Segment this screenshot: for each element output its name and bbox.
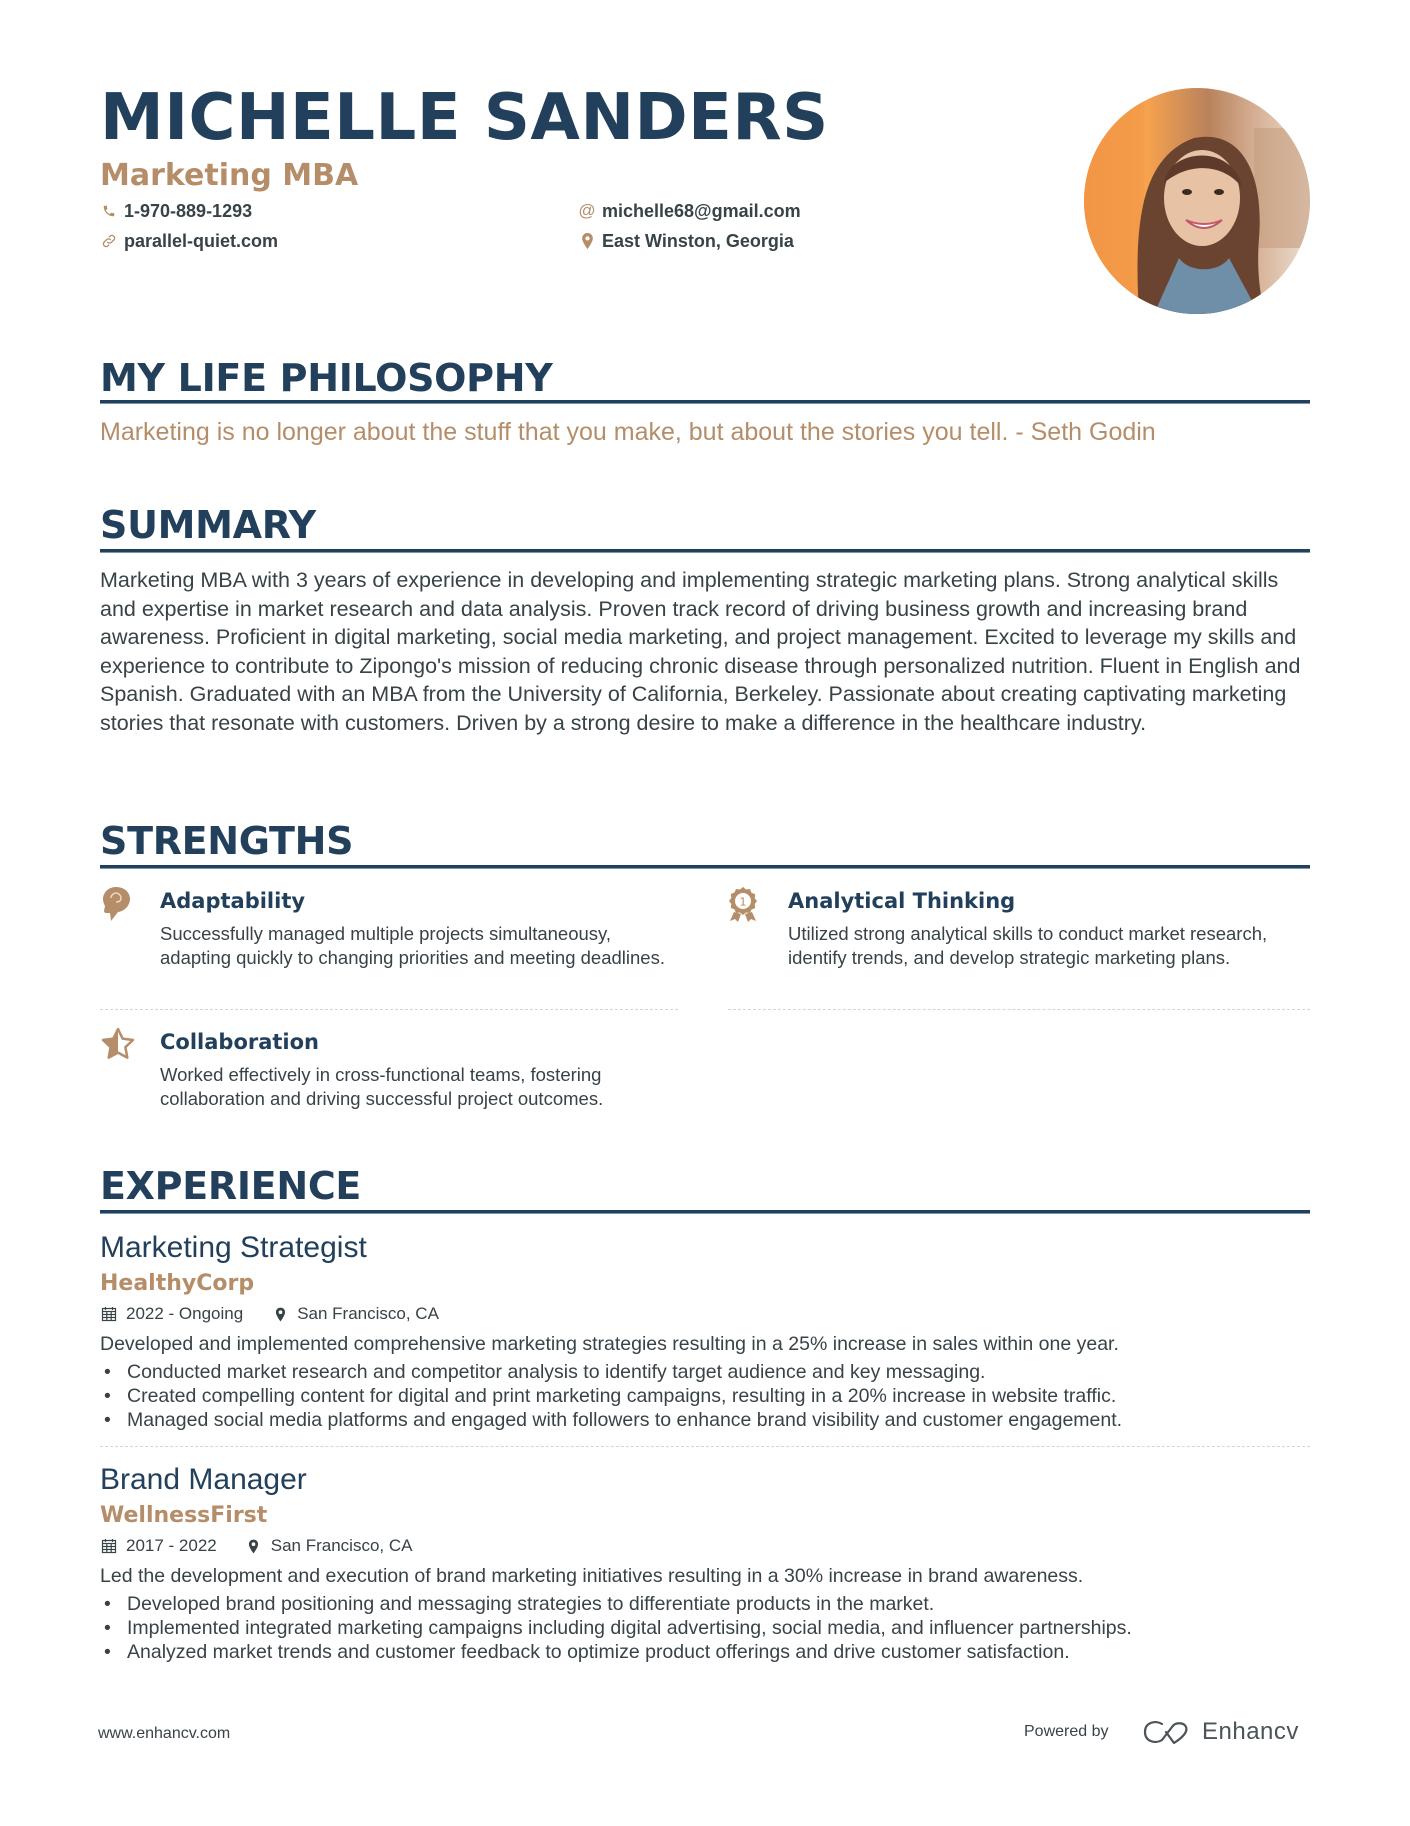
strength-item [100, 1027, 680, 1117]
strength-title: Collaboration [160, 1030, 320, 1054]
section-heading-summary: SUMMARY [100, 503, 316, 547]
enhancv-brand-name: Enhancv [1202, 1718, 1299, 1745]
profile-photo-illustration [1084, 88, 1310, 314]
strength-title: Adaptability [160, 889, 306, 913]
enhancv-logo-icon [1142, 1719, 1190, 1745]
contact-phone [100, 199, 252, 223]
job-description: Led the development and execution of brand marketing initiatives resulting in a 30% increase in brand awareness. [100, 1565, 1084, 1587]
strength-description: Successfully managed multiple projects simultaneousy, adapting quickly to changing priorities and meeting deadlines. [160, 923, 665, 968]
section-heading-experience: EXPERIENCE [100, 1164, 362, 1208]
job-company[interactable]: HealthyCorp [100, 1271, 255, 1296]
location-pin-icon [271, 1305, 289, 1323]
link-icon [100, 232, 118, 250]
candidate-name: MICHELLE SANDERS [100, 81, 829, 155]
head-icon [100, 886, 136, 922]
job-bullet: • Conducted market research and competitor analysis to identify target audience and key messaging. [100, 1360, 1122, 1384]
job-bullet: • Developed brand positioning and messaging strategies to differentiate products in the market. [100, 1592, 1132, 1616]
enhancv-logo[interactable] [1142, 1718, 1299, 1746]
job-role: Marketing Strategist [100, 1231, 367, 1264]
calendar-icon [100, 1305, 118, 1323]
footer-website-link[interactable]: www.enhancv.com [98, 1725, 231, 1742]
job-bullet: • Analyzed market trends and customer feedback to optimize product offerings and drive customer satisfaction. [100, 1640, 1132, 1664]
location-value: East Winston, Georgia [602, 231, 794, 251]
job-meta [100, 1535, 412, 1557]
job-location: San Francisco, CA [270, 1536, 413, 1555]
job-company[interactable]: WellnessFirst [100, 1503, 268, 1528]
section-divider [100, 549, 1310, 553]
job-dates: 2022 - Ongoing [126, 1304, 244, 1323]
svg-text:1: 1 [739, 895, 747, 909]
strength-title: Analytical Thinking [788, 889, 1016, 913]
section-heading-strengths: STRENGTHS [100, 819, 354, 863]
job-bullet: • Managed social media platforms and engaged with followers to enhance brand visibility and customer engagement. [100, 1408, 1122, 1432]
section-divider [100, 400, 1310, 404]
strength-item [100, 886, 680, 996]
strength-description: Utilized strong analytical skills to conduct market research, identify trends, and develop strategic marketing plans. [788, 923, 1268, 968]
location-pin-icon [245, 1537, 263, 1555]
summary-text: Marketing MBA with 3 years of experience in developing and implementing strategic marketing plans. Strong analytical skills and expertise in market research and data analysis. Proven track record of driving business growth and increasing brand awareness. Proficient in digital marketing, social media marketing, and project management. Excited to leverage my skills and experience to contribute to Zipongo's mission of reducing chronic disease through personalized nutrition. Fluent in English and Spanish. Graduated with an MBA from the University of California, Berkeley. Passionate about creating captivating marketing stories that resonate with customers. Driven by a strong desire to make a difference in the healthcare industry. [100, 568, 1301, 735]
phone-icon [100, 202, 118, 220]
award-ribbon-icon [728, 886, 764, 922]
website-value[interactable]: parallel-quiet.com [124, 231, 279, 251]
strength-separator [100, 1009, 678, 1010]
section-divider [100, 865, 1310, 869]
calendar-icon [100, 1537, 118, 1555]
footer-powered-by: Powered by [1024, 1723, 1109, 1740]
job-separator [100, 1446, 1310, 1447]
job-bullets [100, 1592, 1132, 1664]
email-value[interactable]: michelle68@gmail.com [602, 201, 801, 221]
philosophy-quote: Marketing is no longer about the stuff that you make, but about the stories you tell. - Seth Godin [100, 418, 1156, 446]
location-pin-icon [578, 232, 596, 250]
job-meta [100, 1303, 439, 1325]
profile-photo [1084, 88, 1310, 314]
job-dates: 2017 - 2022 [126, 1536, 217, 1555]
job-bullet: • Implemented integrated marketing campaigns including digital advertising, social media, and influencer partnerships. [100, 1616, 1132, 1640]
job-bullets [100, 1360, 1122, 1432]
contact-email [578, 199, 801, 223]
contact-location [578, 229, 794, 253]
contact-website [100, 229, 278, 253]
phone-value[interactable]: 1-970-889-1293 [124, 201, 253, 221]
job-description: Developed and implemented comprehensive marketing strategies resulting in a 25% increase in sales within one year. [100, 1333, 1119, 1355]
strength-separator [728, 1009, 1310, 1010]
job-location: San Francisco, CA [297, 1304, 439, 1323]
job-role: Brand Manager [100, 1463, 307, 1496]
section-heading-philosophy: MY LIFE PHILOSOPHY [100, 356, 553, 400]
job-bullet: • Created compelling content for digital and print marketing campaigns, resulting in a 20% increase in website traffic. [100, 1384, 1122, 1408]
candidate-title: Marketing MBA [100, 158, 359, 193]
strength-description: Worked effectively in cross-functional teams, fostering collaboration and driving successful project outcomes. [160, 1064, 604, 1109]
strength-item [728, 886, 1308, 996]
at-icon: @ [578, 201, 596, 220]
section-divider [100, 1210, 1310, 1214]
half-star-icon [100, 1027, 136, 1063]
